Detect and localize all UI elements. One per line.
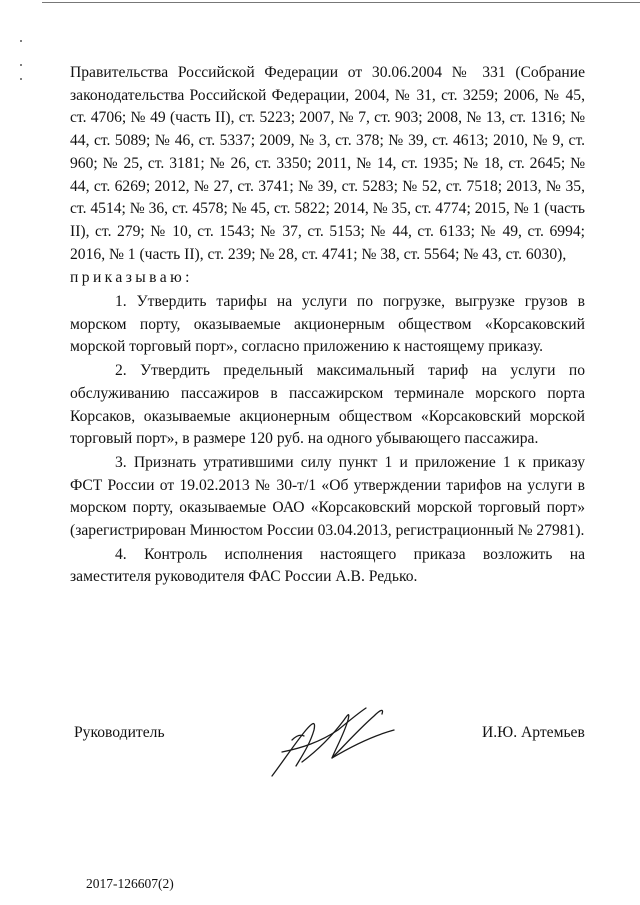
- scan-speck: [20, 64, 22, 66]
- scan-speck: [20, 78, 22, 80]
- item-3: 3. Признать утратившими силу пункт 1 и приложение 1 к приказу ФСТ России от 19.02.2013 № 30-т/1 «Об утверждении тарифов на услуги в морском порту, оказываемые ОАО «Корсаковский морской торговый порт» (зарегистрирован Минюстом России 03.04.2013, регистрационный № 27981).: [70, 453, 585, 540]
- intro-paragraph: Правительства Российской Федерации от 30.06.2004 № 331 (Собрание законодательства Российской Федерации, 2004, № 31, ст. 3259; 2006, № 45, ст. 4706; № 49 (часть II), ст. 5223; 2007, № 7, ст. 903; 2008, № 13, ст. 1316; № 44, ст. 5089; № 46, ст. 5337; 2009, № 3, ст. 378; № 39, ст. 4613; 2010, № 9, ст. 960; № 25, ст. 3181; № 26, ст. 3350; 2011, № 14, ст. 1935; № 18, ст. 2645; № 44, ст. 6269; 2012, № 27, ст. 3741; № 39, ст. 5283; № 52, ст. 7518; 2013, № 35, ст. 4514; № 36, ст. 4578; № 45, ст. 5822; 2014, № 35, ст. 4774; 2015, № 1 (часть II), ст. 279; № 10, ст. 1543; № 37, ст. 5153; № 44, ст. 6133; № 49, ст. 6994; 2016, № 1 (часть II), ст. 239; № 28, ст. 4741; № 38, ст. 5564; № 43, ст. 6030),: [70, 64, 585, 263]
- document-body: [70, 62, 585, 589]
- document-number: 2017-126607(2): [86, 876, 174, 891]
- top-edge-line: [42, 2, 640, 3]
- scan-speck: [20, 40, 22, 42]
- handwritten-signature: [262, 690, 402, 780]
- order-word: приказываю:: [70, 269, 193, 287]
- item-4: 4. Контроль исполнения настоящего приказа возложить на заместителя руководителя ФАС России А.В. Редько.: [70, 545, 585, 586]
- item-2: 2. Утвердить предельный максимальный тариф на услуги по обслуживанию пассажиров в пассажирском терминале морского порта Корсаков, оказываемые акционерным обществом «Корсаковский морской торговый порт», в размере 120 руб. на одного убывающего пассажира.: [70, 362, 585, 448]
- item-1: 1. Утвердить тарифы на услуги по погрузке, выгрузке грузов в морском порту, оказываемые акционерным обществом «Корсаковский морской торговый порт», согласно приложению к настоящему приказу.: [70, 293, 585, 356]
- signatory-role: Руководитель: [74, 724, 165, 741]
- signatory-name: И.Ю. Артемьев: [482, 724, 585, 741]
